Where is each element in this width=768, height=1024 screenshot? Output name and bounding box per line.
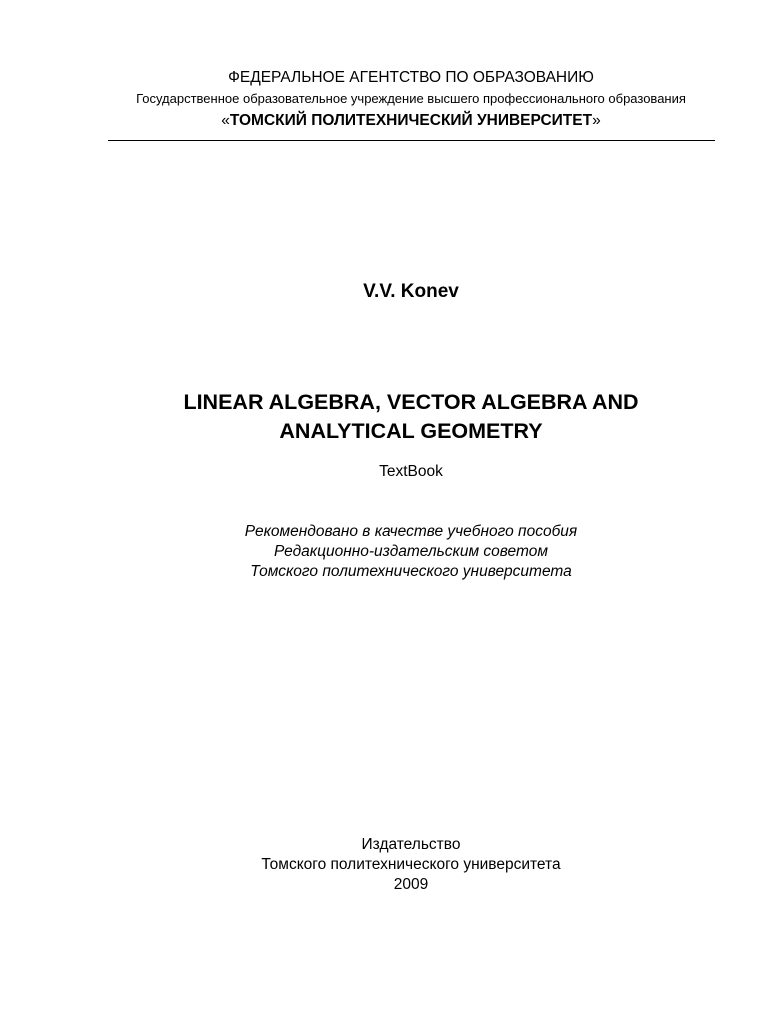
recommendation-line-2: Редакционно-издательским советом	[274, 543, 548, 560]
publisher-block	[27, 835, 768, 895]
book-title-line-1: LINEAR ALGEBRA, VECTOR ALGEBRA AND	[183, 390, 639, 414]
agency-heading: ФЕДЕРАЛЬНОЕ АГЕНТСТВО ПО ОБРАЗОВАНИЮ	[228, 69, 594, 86]
recommendation-line-3: Томского политехнического университета	[250, 563, 572, 580]
institution-line: Государственное образовательное учреждение высшего профессионального образования	[136, 91, 686, 106]
open-quote: «	[221, 112, 230, 129]
author-name: V.V. Konev	[363, 281, 459, 302]
recommendation-block	[27, 522, 768, 582]
publisher-line-1: Издательство	[361, 836, 461, 853]
university-name-text: ТОМСКИЙ ПОЛИТЕХНИЧЕСКИЙ УНИВЕРСИТЕТ	[229, 112, 593, 129]
book-title	[27, 388, 768, 446]
publisher-line-2: Томского политехнического университета	[261, 856, 561, 873]
header-divider	[108, 140, 715, 141]
book-subtitle: TextBook	[379, 463, 443, 480]
book-title-line-2: ANALYTICAL GEOMETRY	[279, 419, 543, 443]
university-name	[27, 110, 768, 132]
close-quote: »	[592, 112, 601, 129]
publication-year: 2009	[393, 876, 429, 893]
recommendation-line-1: Рекомендовано в качестве учебного пособия	[244, 523, 578, 540]
